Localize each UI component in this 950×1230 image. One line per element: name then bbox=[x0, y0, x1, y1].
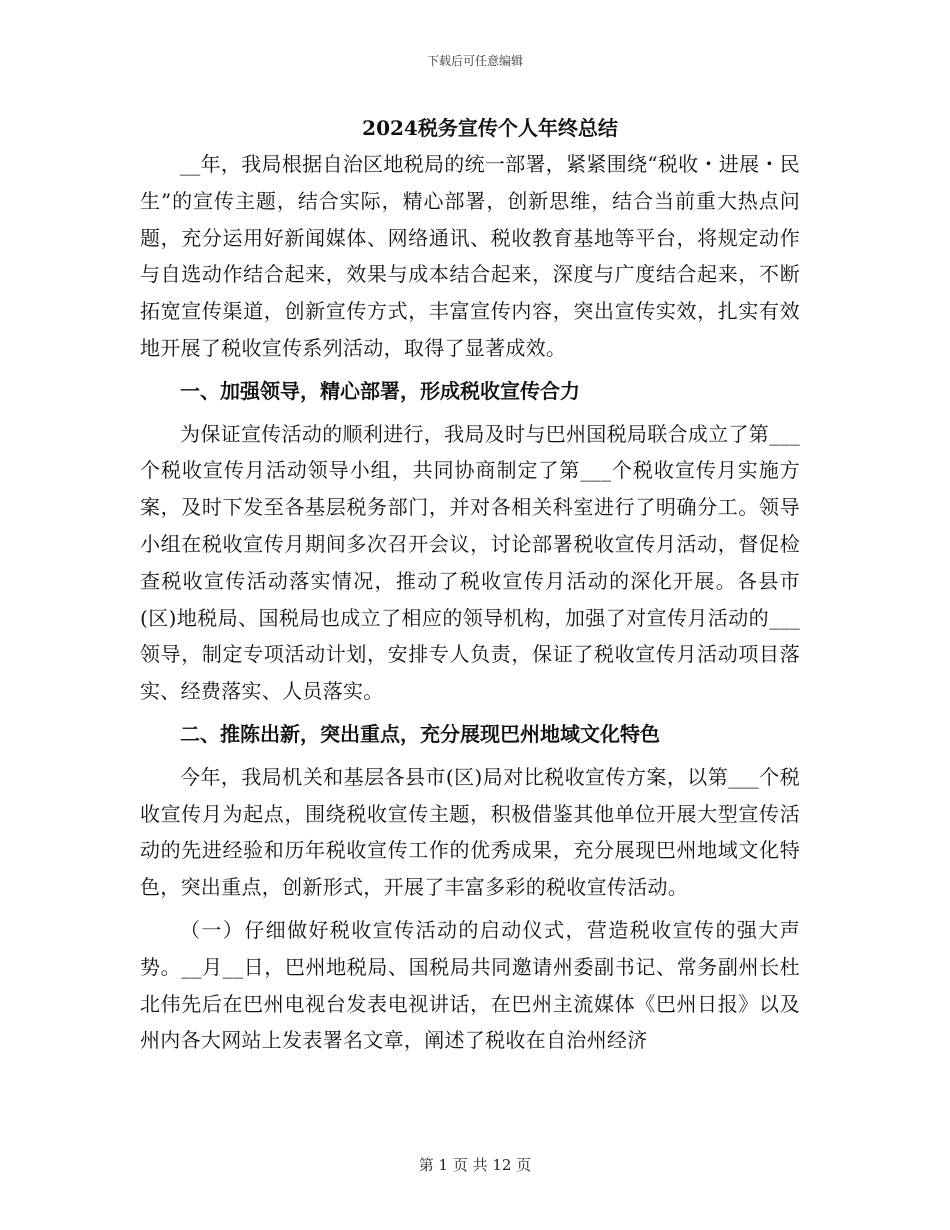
section-1-paragraph: 为保证宣传活动的顺利进行，我局及时与巴州国税局联合成立了第___个税收宣传月活动领导小组，共同协商制定了第___个税收宣传月实施方案，及时下发至各基层税务部门，并对各相关科室进行了明确分工。领导小组在税收宣传月期间多次召开会议，讨论部署税收宣传月活动，督促检查税收宣传活动落实情况，推动了税收宣传月活动的深化开展。各县市(区)地税局、国税局也成立了相应的领导机构，加强了对宣传月活动的___领导，制定专项活动计划，安排专人负责，保证了税收宣传月活动项目落实、经费落实、人员落实。 bbox=[140, 421, 800, 704]
section-1-heading: 一、加强领导，精心部署，形成税收宣传合力 bbox=[180, 378, 580, 403]
intro-paragraph: __年，我局根据自治区地税局的统一部署，紧紧围绕“税收・进展・民生”的宣传主题，结合实际，精心部署，创新思维，结合当前重大热点问题，充分运用好新闻媒体、网络通讯、税收教育基地等平台，将规定动作与自选动作结合起来，效果与成本结合起来，深度与广度结合起来，不断拓宽宣传渠道，创新宣传方式，丰富宣传内容，突出宣传实效，扎实有效地开展了税收宣传系列活动，取得了显著成效。 bbox=[140, 152, 800, 360]
section-2-subsection-1: （一）仔细做好税收宣传活动的启动仪式，营造税收宣传的强大声势。__月__日，巴州地税局、国税局共同邀请州委副书记、常务副州长杜北伟先后在巴州电视台发表电视讲话，在巴州主流媒体《巴州日报》以及州内各大网站上发表署名文章，阐述了税收在自治州经济 bbox=[140, 917, 800, 1053]
page-number-footer: 第 1 页 共 12 页 bbox=[418, 1156, 532, 1174]
page-header-note: 下载后可任意编辑 bbox=[426, 54, 523, 68]
section-2-paragraph: 今年，我局机关和基层各县市(区)局对比税收宣传方案，以第___个税收宣传月为起点，围绕税收宣传主题，积极借鉴其他单位开展大型宣传活动的先进经验和历年税收宣传工作的优秀成果，充分展现巴州地域文化特色，突出重点，创新形式，开展了丰富多彩的税收宣传活动。 bbox=[140, 764, 800, 900]
document-body bbox=[140, 110, 800, 1059]
section-2-heading: 二、推陈出新，突出重点，充分展现巴州地域文化特色 bbox=[180, 721, 660, 746]
document-title: 2024税务宣传个人年终总结 bbox=[362, 116, 618, 140]
